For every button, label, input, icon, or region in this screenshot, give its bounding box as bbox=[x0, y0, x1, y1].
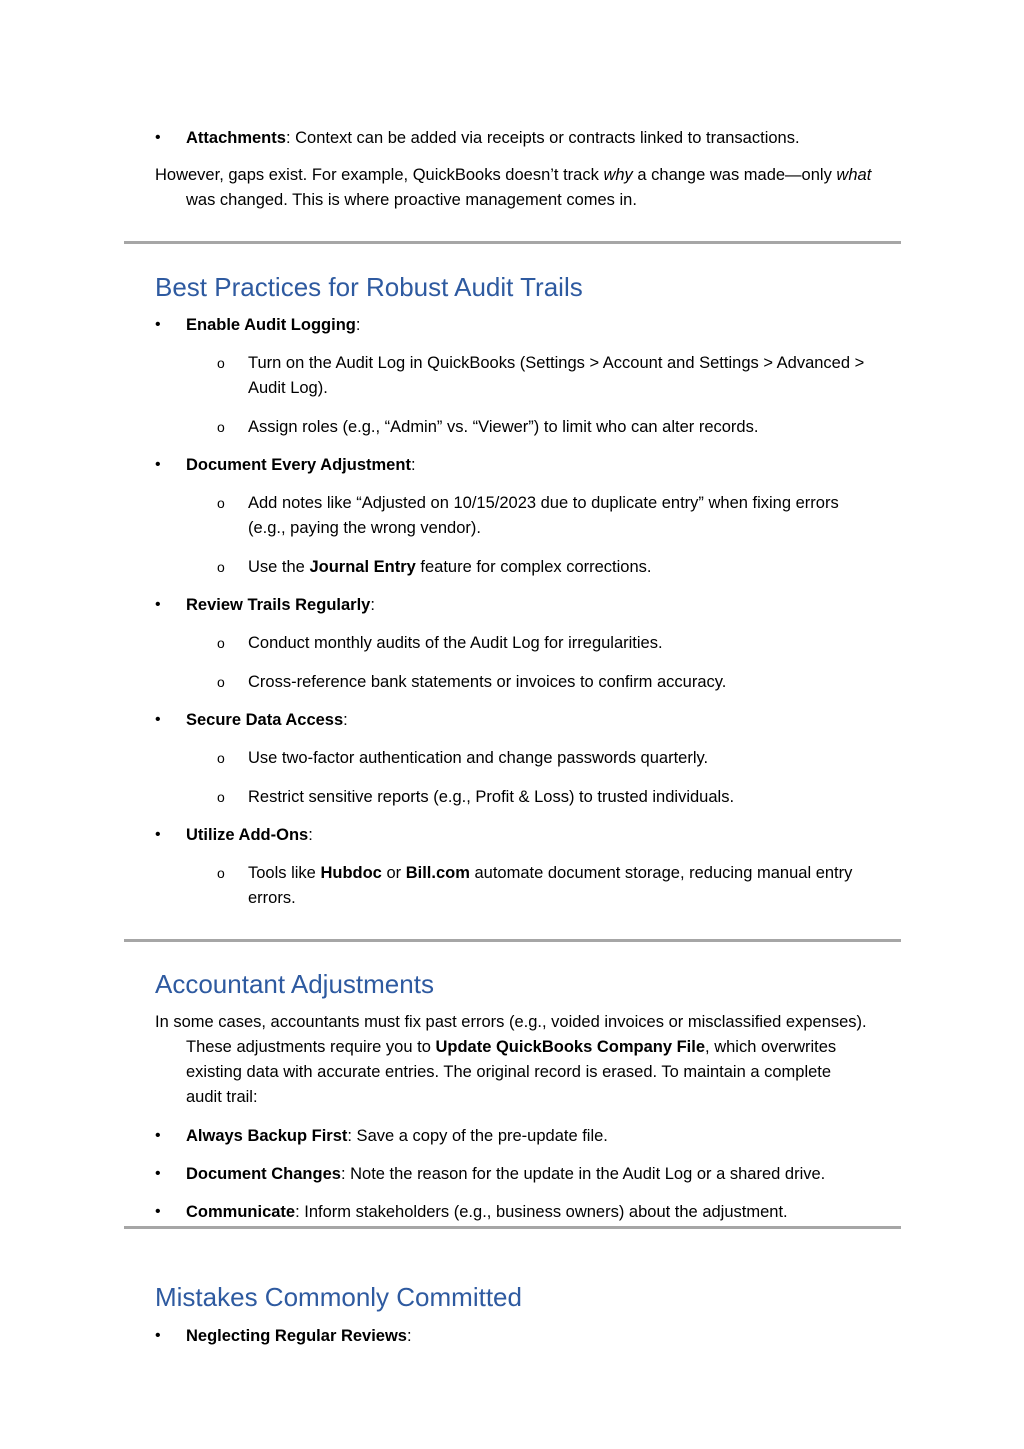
document-sub2 bbox=[248, 557, 652, 577]
bullet-icon: • bbox=[155, 316, 161, 333]
enable-audit-logging-item bbox=[186, 315, 360, 335]
enable-label: Enable Audit Logging bbox=[186, 316, 356, 334]
document-adjustment-item bbox=[186, 455, 416, 475]
secure-label: Secure Data Access bbox=[186, 711, 344, 729]
bullet-icon: • bbox=[155, 596, 161, 613]
best-practices-heading: Best Practices for Robust Audit Trails bbox=[155, 272, 583, 302]
gaps-paragraph-line2: was changed. This is where proactive management comes in. bbox=[186, 191, 637, 209]
neglecting-reviews-item bbox=[186, 1326, 412, 1346]
section-divider bbox=[124, 1226, 901, 1229]
bullet-icon: • bbox=[155, 1203, 161, 1220]
sub-bullet-icon: o bbox=[217, 559, 225, 575]
addons-label: Utilize Add-Ons bbox=[186, 826, 309, 844]
colon: : bbox=[343, 711, 348, 729]
review-trails-item bbox=[186, 595, 375, 615]
update-company-file-label: Update QuickBooks Company File bbox=[435, 1038, 706, 1056]
add-ons-item bbox=[186, 825, 313, 845]
bullet-icon: • bbox=[155, 1165, 161, 1182]
billcom-label: Bill.com bbox=[405, 864, 470, 882]
sub-bullet-icon: o bbox=[217, 355, 225, 371]
gaps-text-b: a change was made—only bbox=[632, 166, 837, 184]
bullet-icon: • bbox=[155, 456, 161, 473]
accountant-p-line2 bbox=[186, 1037, 836, 1057]
addons-sub1-line2: errors. bbox=[248, 889, 296, 907]
gaps-why: why bbox=[603, 166, 633, 184]
attachments-text: : Context can be added via receipts or contracts linked to transactions. bbox=[285, 129, 800, 147]
document-label: Document Every Adjustment bbox=[186, 456, 411, 474]
gaps-what: what bbox=[836, 166, 872, 184]
document-changes-item bbox=[186, 1164, 825, 1184]
review-label: Review Trails Regularly bbox=[186, 596, 371, 614]
addons-text-b: automate document storage, reducing manual entry bbox=[469, 864, 853, 882]
colon: : bbox=[308, 826, 313, 844]
sub-bullet-icon: o bbox=[217, 750, 225, 766]
sub-bullet-icon: o bbox=[217, 635, 225, 651]
addons-or: or bbox=[381, 864, 406, 882]
bullet-icon: • bbox=[155, 826, 161, 843]
attachments-label: Attachments bbox=[186, 129, 286, 147]
addons-text-a: Tools like bbox=[248, 864, 321, 882]
secure-data-item bbox=[186, 710, 348, 730]
mistakes-heading: Mistakes Commonly Committed bbox=[155, 1282, 522, 1312]
review-sub1: Conduct monthly audits of the Audit Log for irregularities. bbox=[248, 634, 663, 652]
document-sub2-a: Use the bbox=[248, 558, 310, 576]
accountant-p-line1: In some cases, accountants must fix past errors (e.g., voided invoices or misclassified expenses). bbox=[155, 1013, 867, 1031]
section-divider bbox=[124, 939, 901, 942]
sub-bullet-icon: o bbox=[217, 789, 225, 805]
colon: : bbox=[407, 1327, 412, 1345]
always-backup-item bbox=[186, 1126, 608, 1146]
bullet-icon: • bbox=[155, 711, 161, 728]
enable-sub1-line2: Audit Log). bbox=[248, 379, 328, 397]
document-sub1-line2: (e.g., paying the wrong vendor). bbox=[248, 519, 481, 537]
backup-text: : Save a copy of the pre-update file. bbox=[347, 1127, 608, 1145]
accountant-p-line3: existing data with accurate entries. The original record is erased. To maintain a complete bbox=[186, 1063, 832, 1081]
sub-bullet-icon: o bbox=[217, 865, 225, 881]
secure-sub2: Restrict sensitive reports (e.g., Profit & Loss) to trusted individuals. bbox=[248, 788, 735, 806]
neglect-label: Neglecting Regular Reviews bbox=[186, 1327, 407, 1345]
enable-sub2: Assign roles (e.g., “Admin” vs. “Viewer”) to limit who can alter records. bbox=[248, 418, 759, 436]
accountant-p2-b: , which overwrites bbox=[705, 1038, 837, 1056]
bullet-icon: • bbox=[155, 1327, 161, 1344]
document-sub1-line1: Add notes like “Adjusted on 10/15/2023 due to duplicate entry” when fixing errors bbox=[248, 494, 839, 512]
gaps-paragraph-line1 bbox=[155, 165, 871, 185]
colon: : bbox=[370, 596, 375, 614]
colon: : bbox=[410, 456, 416, 474]
gaps-text-a: However, gaps exist. For example, QuickBooks doesn’t track bbox=[155, 166, 604, 184]
changes-text: : Note the reason for the update in the Audit Log or a shared drive. bbox=[340, 1165, 826, 1183]
communicate-item bbox=[186, 1202, 788, 1222]
enable-sub1-line1: Turn on the Audit Log in QuickBooks (Settings > Account and Settings > Advanced > bbox=[248, 354, 865, 372]
review-sub2: Cross-reference bank statements or invoices to confirm accuracy. bbox=[248, 673, 727, 691]
section-divider bbox=[124, 241, 901, 244]
attachments-item bbox=[186, 128, 800, 148]
backup-label: Always Backup First bbox=[186, 1127, 348, 1145]
bullet-icon: • bbox=[155, 129, 161, 146]
accountant-p2-a: These adjustments require you to bbox=[186, 1038, 436, 1056]
communicate-text: : Inform stakeholders (e.g., business owners) about the adjustment. bbox=[295, 1203, 788, 1221]
hubdoc-label: Hubdoc bbox=[320, 864, 382, 882]
sub-bullet-icon: o bbox=[217, 495, 225, 511]
journal-entry-label: Journal Entry bbox=[309, 558, 416, 576]
addons-sub1-line1 bbox=[248, 863, 852, 883]
changes-label: Document Changes bbox=[186, 1165, 341, 1183]
sub-bullet-icon: o bbox=[217, 419, 225, 435]
secure-sub1: Use two-factor authentication and change passwords quarterly. bbox=[248, 749, 709, 767]
colon: : bbox=[355, 316, 361, 334]
document-sub2-b: feature for complex corrections. bbox=[415, 558, 652, 576]
bullet-icon: • bbox=[155, 1127, 161, 1144]
accountant-adjustments-heading: Accountant Adjustments bbox=[155, 969, 434, 999]
sub-bullet-icon: o bbox=[217, 674, 225, 690]
communicate-label: Communicate bbox=[186, 1203, 296, 1221]
accountant-p-line4: audit trail: bbox=[186, 1088, 258, 1106]
